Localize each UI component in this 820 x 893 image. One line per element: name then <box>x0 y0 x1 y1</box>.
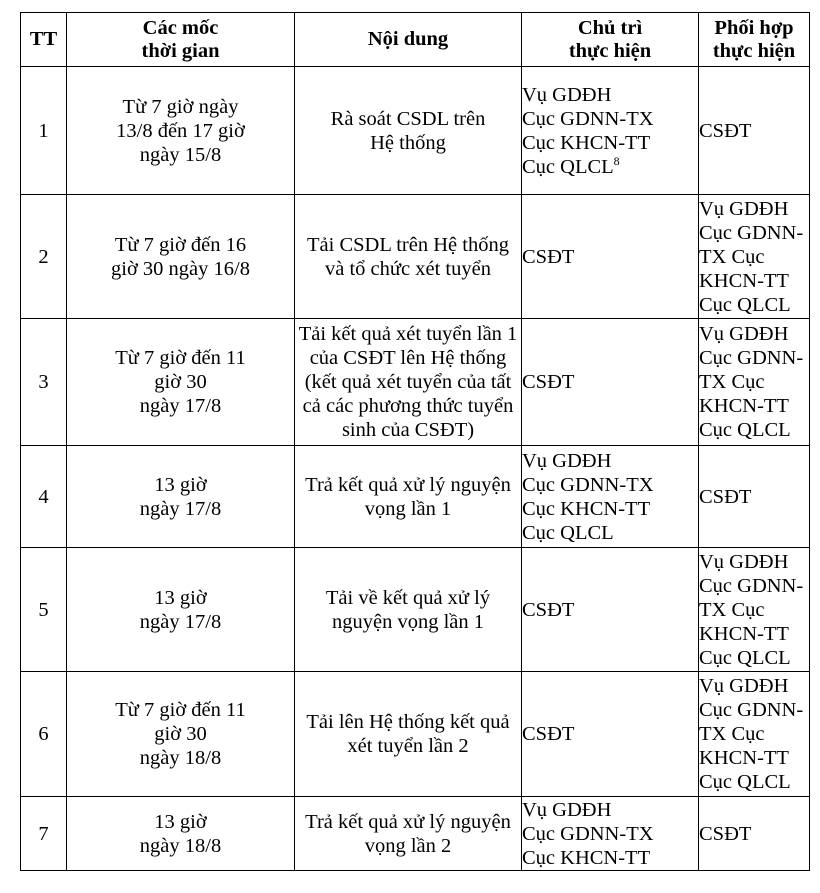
row-time: 13 giờ ngày 18/8 <box>67 797 295 871</box>
row-number: 5 <box>21 548 67 672</box>
table-row <box>21 67 810 195</box>
row-content: Trả kết quả xử lý nguyện vọng lần 2 <box>295 797 522 871</box>
row-content: Trả kết quả xử lý nguyện vọng lần 1 <box>295 446 522 548</box>
row-coop: CSĐT <box>699 446 810 548</box>
row-lead: CSĐT <box>522 548 699 672</box>
row-number: 1 <box>21 67 67 195</box>
table-row <box>21 672 810 797</box>
row-coop: CSĐT <box>699 67 810 195</box>
row-coop: Vụ GDĐH Cục GDNN- TX Cục KHCN-TT Cục QLCL <box>699 548 810 672</box>
row-lead: Vụ GDĐH Cục GDNN-TX Cục KHCN-TT Cục QLCL <box>522 446 699 548</box>
row-lead: Vụ GDĐH Cục GDNN-TX Cục KHCN-TT Cục QLCL$^8$ <box>522 67 699 195</box>
row-content: Tải lên Hệ thống kết quả xét tuyển lần 2 <box>295 672 522 797</box>
row-number: 4 <box>21 446 67 548</box>
row-coop: Vụ GDĐH Cục GDNN- TX Cục KHCN-TT Cục QLCL <box>699 195 810 319</box>
table-row <box>21 548 810 672</box>
row-number: 6 <box>21 672 67 797</box>
table-row <box>21 797 810 871</box>
row-coop: Vụ GDĐH Cục GDNN- TX Cục KHCN-TT Cục QLCL <box>699 672 810 797</box>
row-lead: Vụ GDĐH Cục GDNN-TX Cục KHCN-TT <box>522 797 699 871</box>
row-time: Từ 7 giờ đến 16 giờ 30 ngày 16/8 <box>67 195 295 319</box>
row-coop: Vụ GDĐH Cục GDNN- TX Cục KHCN-TT Cục QLCL <box>699 319 810 446</box>
row-content: Tải về kết quả xử lý nguyện vọng lần 1 <box>295 548 522 672</box>
row-number: 7 <box>21 797 67 871</box>
row-lead: CSĐT <box>522 672 699 797</box>
header-time: Các mốc thời gian <box>67 13 295 67</box>
header-tt: TT <box>21 13 67 67</box>
row-content: Tải CSDL trên Hệ thống và tổ chức xét tuyển <box>295 195 522 319</box>
header-content: Nội dung <box>295 13 522 67</box>
row-lead: CSĐT <box>522 319 699 446</box>
row-content: Rà soát CSDL trên Hệ thống <box>295 67 522 195</box>
row-time: Từ 7 giờ đến 11 giờ 30 ngày 18/8 <box>67 672 295 797</box>
header-coop: Phối hợp thực hiện <box>699 13 810 67</box>
row-content: Tải kết quả xét tuyển lần 1 của CSĐT lên Hệ thống (kết quả xét tuyển của tất cả các phương thức tuyển sinh của CSĐT) <box>295 319 522 446</box>
schedule-table <box>20 12 810 871</box>
header-lead: Chủ trì thực hiện <box>522 13 699 67</box>
header-row <box>21 13 810 67</box>
row-time: 13 giờ ngày 17/8 <box>67 548 295 672</box>
row-time: 13 giờ ngày 17/8 <box>67 446 295 548</box>
row-lead: CSĐT <box>522 195 699 319</box>
row-coop: CSĐT <box>699 797 810 871</box>
row-number: 2 <box>21 195 67 319</box>
row-number: 3 <box>21 319 67 446</box>
table-row <box>21 446 810 548</box>
table-row <box>21 195 810 319</box>
table-row <box>21 319 810 446</box>
row-time: Từ 7 giờ đến 11 giờ 30 ngày 17/8 <box>67 319 295 446</box>
footnote-marker: 8 <box>613 153 620 168</box>
row-time: Từ 7 giờ ngày 13/8 đến 17 giờ ngày 15/8 <box>67 67 295 195</box>
